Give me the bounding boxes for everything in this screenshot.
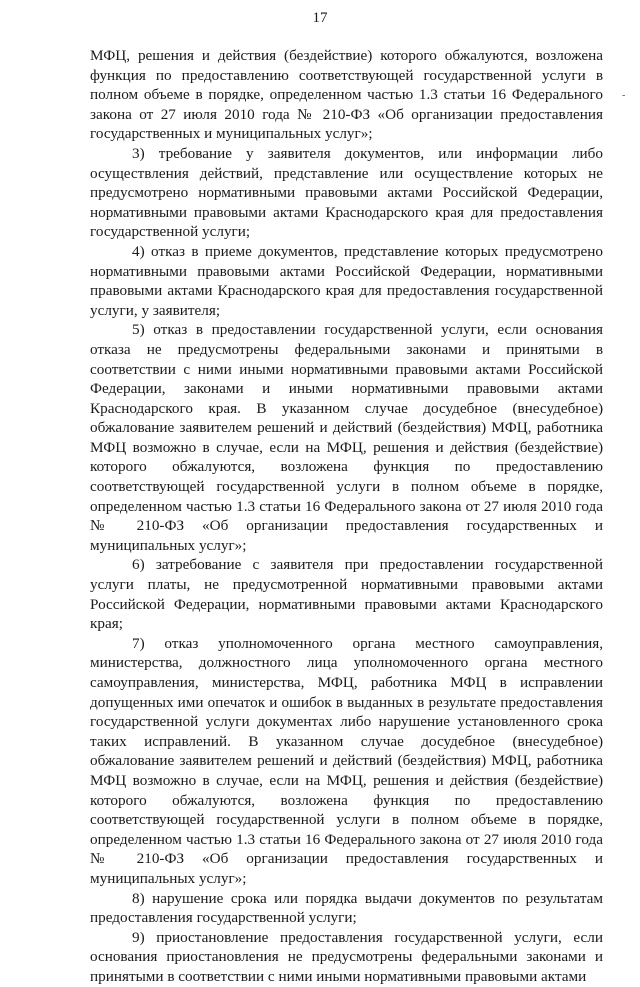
paragraph-item-9: 9) приостановление предоставления государственной услуги, если основания приостановления не предусмотрены федеральными законами и принятыми в соответствии с ними иными нормативными правовыми актами (90, 928, 603, 985)
page-number: 17 (312, 10, 328, 26)
body-text (90, 46, 603, 987)
paragraph-item-7: 7) отказ уполномоченного органа местного самоуправления, министерства, должностного лица уполномоченного органа местного самоуправления, министерства, МФЦ, работника МФЦ в исправлении допущенных ими опечаток и ошибок в выданных в результате предоставления государственной услуги документах либо нарушение установленного срока таких исправлений. В указанном случае досудебное (внесудебное) обжалование заявителем решений и действий (бездействия) МФЦ, работника МФЦ возможно в случае, если на МФЦ, решения и действия (бездействие) которого обжалуются, возложена функция по предоставлению соответствующей государственной услуги в полном объеме в порядке, определенном частью 1.3 статьи 16 Федерального закона от 27 июля 2010 года № 210-ФЗ «Об организации предоставления государственных и муниципальных услуг»; (90, 634, 603, 887)
paragraph-item-6: 6) затребование с заявителя при предоставлении государственной услуги платы, не предусмотренной нормативными правовыми актами Российской Федерации, нормативными правовыми актами Краснодарского края; (90, 556, 603, 633)
paragraph-item-4: 4) отказ в приеме документов, представление которых предусмотрено нормативными правовыми актами Российской Федерации, нормативными правовыми актами Краснодарского края для предоставления государственной услуги, у заявителя; (90, 242, 603, 319)
paragraph-item-5: 5) отказ в предоставлении государственной услуги, если основания отказа не предусмотрены федеральными законами и принятыми в соответствии с ними иными нормативными правовыми актами Российской Федерации, законами и иными нормативными правовыми актами Краснодарского края. В указанном случае досудебное (внесудебное) обжалование заявителем решений и действий (бездействия) МФЦ, работника МФЦ возможно в случае, если на МФЦ, решения и действия (бездействие) которого обжалуются, возложена функция по предоставлению соответствующей государственной услуги в полном объеме в порядке, определенном частью 1.3 статьи 16 Федерального закона от 27 июля 2010 года № 210-ФЗ «Об организации предоставления государственных и муниципальных услуг»; (90, 321, 603, 554)
paragraph-continuation: МФЦ, решения и действия (бездействие) которого обжалуются, возложена функция по предоставлению соответствующей государственной услуги в полном объеме в порядке, определенном частью 1.3 статьи 16 Федерального закона от 27 июля 2010 года № 210-ФЗ «Об организации предоставления государственных и муниципальных услуг»; (90, 47, 603, 143)
paragraph-item-3: 3) требование у заявителя документов, или информации либо осуществления действий, представление или осуществление которых не предусмотрено нормативными правовыми актами Российской Федерации, нормативными правовыми актами Краснодарского края для предоставления государственной услуги; (90, 144, 603, 241)
paragraph-item-8: 8) нарушение срока или порядка выдачи документов по результатам предоставления государственной услуги; (90, 889, 603, 927)
margin-mark: - (622, 90, 626, 101)
